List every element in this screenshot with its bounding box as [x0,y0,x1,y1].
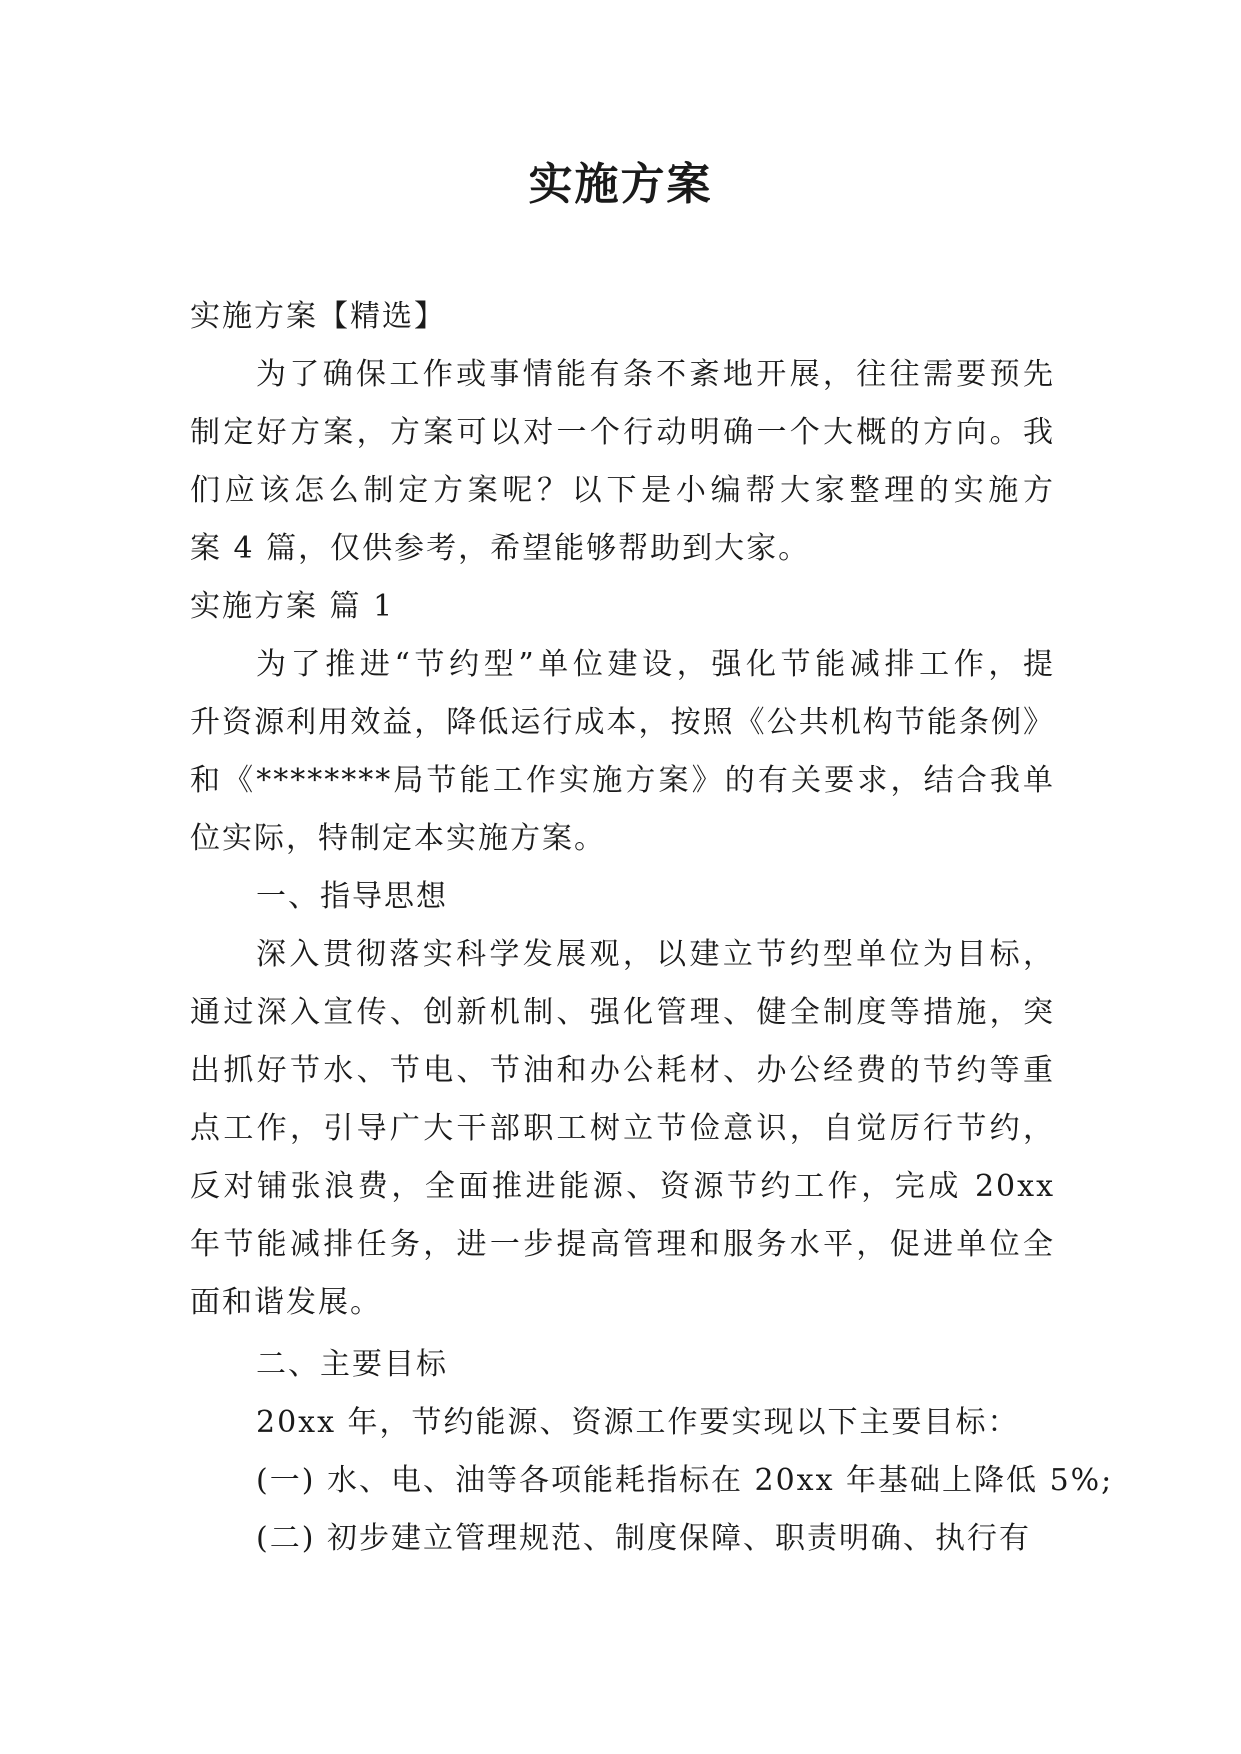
section-heading: 二、主要目标 [256,1347,448,1382]
subtitle-line: 实施方案【精选】 [190,299,446,334]
text-line: 出抓好节水、节电、节油和办公耗材、办公经费的节约等重 [190,1053,1055,1088]
list-item: (一) 水、电、油等各项能耗指标在 20xx 年基础上降低 5%; [256,1463,1114,1498]
text-line: 年节能减排任务，进一步提高管理和服务水平，促进单位全 [190,1227,1055,1262]
text-line: 深入贯彻落实科学发展观，以建立节约型单位为目标， [256,937,1055,972]
text-line: 反对铺张浪费，全面推进能源、资源节约工作，完成 20xx [190,1169,1055,1204]
document-body [190,288,1114,1568]
list-item: (二) 初步建立管理规范、制度保障、职责明确、执行有 [256,1521,1031,1556]
text-line: 为了确保工作或事情能有条不紊地开展，往往需要预先 [256,357,1055,392]
text-line: 们应该怎么制定方案呢？以下是小编帮大家整理的实施方 [190,473,1055,508]
text-line: 案 4 篇，仅供参考，希望能够帮助到大家。 [190,531,811,566]
document-title: 实施方案 [528,159,713,210]
text-line: 通过深入宣传、创新机制、强化管理、健全制度等措施，突 [190,995,1055,1030]
text-line: 为了推进“节约型”单位建设，强化节能减排工作，提 [256,647,1055,682]
text-line: 和《********局节能工作实施方案》的有关要求，结合我单 [190,763,1055,798]
text-line: 面和谐发展。 [190,1285,382,1320]
section-heading: 实施方案 篇 1 [190,589,395,624]
text-line: 升资源利用效益，降低运行成本，按照《公共机构节能条例》 [190,705,1055,740]
text-line: 20xx 年，节约能源、资源工作要实现以下主要目标： [256,1405,1020,1440]
text-line: 制定好方案，方案可以对一个行动明确一个大概的方向。我 [190,415,1055,450]
section-heading: 一、指导思想 [256,879,448,914]
text-line: 位实际，特制定本实施方案。 [190,821,606,856]
text-line: 点工作，引导广大干部职工树立节俭意识，自觉厉行节约， [190,1111,1055,1146]
